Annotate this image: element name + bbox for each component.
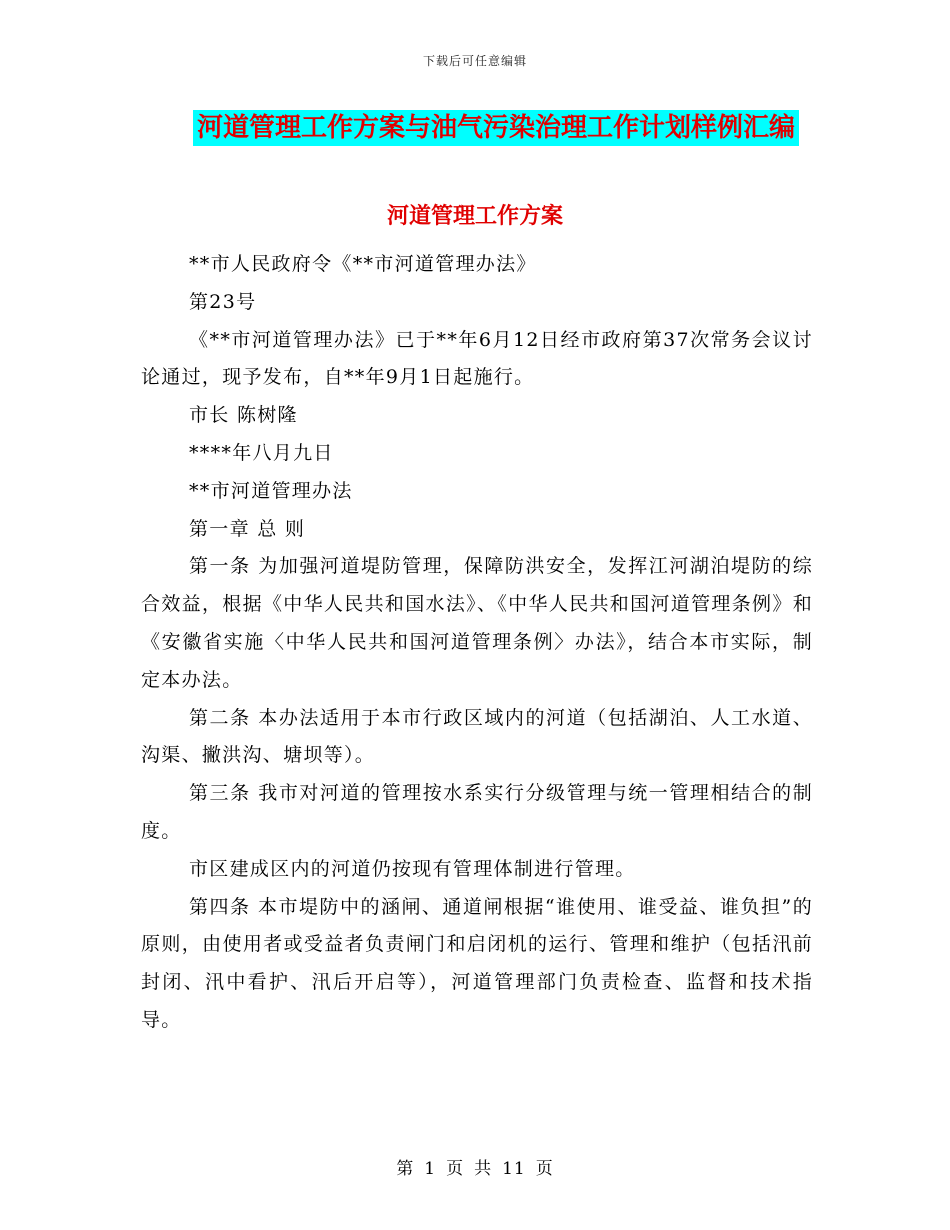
main-title: 河道管理工作方案与油气污染治理工作计划样例汇编 <box>193 110 799 146</box>
paragraph: ****年八月九日 <box>189 441 334 464</box>
paragraph: 市长 陈树隆 <box>189 404 298 427</box>
current-page-number: 1 <box>424 1159 437 1179</box>
paragraph: **市人民政府令《**市河道管理办法》 <box>189 253 537 275</box>
paragraph: **市河道管理办法 <box>189 479 353 502</box>
total-page-count: 11 <box>502 1159 526 1179</box>
paragraph: 第二条 本办法适用于本市行政区域内的河道（包括湖泊、人工水道、沟渠、撇洪沟、塘坝等）。 <box>141 706 813 767</box>
paragraph: 第一条 为加强河道堤防管理，保障防洪安全，发挥江河湖泊堤防的综合效益，根据《中华人民共和国水法》、《中华人民共和国河道管理条例》和《安徽省实施〈中华人民共和国河道管理条例〉办法》，结合本市实际，制定本办法。 <box>141 555 813 691</box>
header-note: 下载后可任意编辑 <box>422 54 527 68</box>
paragraph: 第四条 本市堤防中的涵闸、通道闸根据“谁使用、谁受益、谁负担”的原则，由使用者或受益者负责闸门和启闭机的运行、管理和维护（包括汛前封闭、汛中看护、汛后开启等），河道管理部门负责检查、监督和技术指导。 <box>141 895 813 1031</box>
footer-prefix: 第 <box>396 1159 415 1179</box>
page-footer <box>0 1154 950 1179</box>
paragraph: 第23号 <box>189 290 257 313</box>
document-body <box>141 246 813 1040</box>
paragraph: 第一章 总 则 <box>189 517 306 540</box>
footer-page-label: 页 <box>446 1159 465 1179</box>
section-title: 河道管理工作方案 <box>386 203 563 229</box>
paragraph: 第三条 我市对河道的管理按水系实行分级管理与统一管理相结合的制度。 <box>141 782 813 842</box>
footer-total-label: 共 <box>474 1159 493 1179</box>
paragraph: 《**市河道管理办法》已于**年6月12日经市政府第37次常务会议讨论通过，现予发布，自**年9月1日起施行。 <box>141 328 813 389</box>
main-title-container <box>0 110 950 146</box>
paragraph: 市区建成区内的河道仍按现有管理体制进行管理。 <box>189 857 636 880</box>
footer-suffix: 页 <box>535 1159 554 1179</box>
